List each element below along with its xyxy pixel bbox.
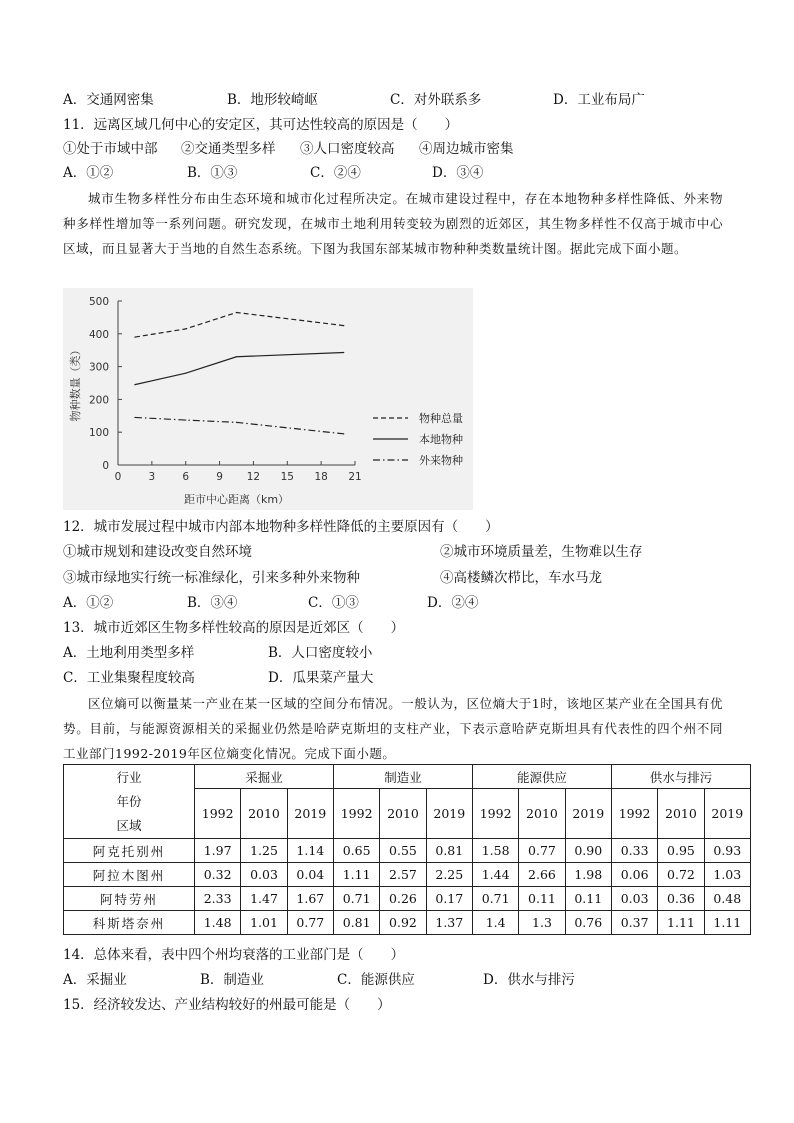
x-tick-label: 15 bbox=[280, 471, 294, 483]
table-row bbox=[64, 887, 751, 911]
value-cell: 2.66 bbox=[519, 863, 565, 887]
table-corner-cell bbox=[64, 765, 195, 839]
q13-option-c: C．工业集聚程度较高 bbox=[63, 670, 195, 686]
value-cell: 0.11 bbox=[519, 887, 565, 911]
q11-item-3: ③人口密度较高 bbox=[300, 141, 395, 157]
x-tick-label: 12 bbox=[246, 471, 261, 483]
passage-location-quotient: 区位熵可以衡量某一产业在某一区域的空间分布情况。一般认为，区位熵大于1时，该地区某产业在全国具有优势。目前，与能源资源相关的采掘业仍然是哈萨克斯坦的支柱产业，下表示意哈萨克斯坦具有代表性的四个州不同工业部门1992-2019年区位熵变化情况。完成下面小题。 bbox=[63, 696, 723, 761]
value-cell: 0.06 bbox=[611, 863, 657, 887]
q12-option-b: B．③④ bbox=[187, 595, 238, 611]
value-cell: 1.44 bbox=[472, 863, 518, 887]
q13-stem: 13．城市近郊区生物多样性较高的原因是近郊区（ ） bbox=[63, 620, 405, 636]
passage-biodiversity: 城市生物多样性分布由生态环境和城市化过程所决定。在城市建设过程中，存在本地物种多样性降低、外来物种多样性增加等一系列问题。研究发现，在城市土地利用转变较为剧烈的近郊区，其生物多样性不仅高于城市中心区域，而且显著大于当地的自然生态系统。下图为我国东部某城市物种种类数量统计图。据此完成下面小题。 bbox=[63, 191, 723, 256]
table-row bbox=[64, 863, 751, 887]
data-point bbox=[343, 352, 344, 353]
location-quotient-table bbox=[63, 764, 751, 935]
region-cell: 科斯塔奈州 bbox=[64, 911, 195, 935]
y-tick-label: 100 bbox=[88, 427, 109, 440]
value-cell: 0.77 bbox=[519, 839, 565, 863]
data-point bbox=[185, 328, 186, 329]
q12-option-a: A．①② bbox=[63, 595, 114, 611]
region-cell: 阿克托别州 bbox=[64, 839, 195, 863]
q12-item-2: ②城市环境质量差，生物难以生存 bbox=[440, 544, 643, 560]
species-chart bbox=[63, 288, 473, 510]
value-cell: 1.58 bbox=[472, 839, 518, 863]
value-cell: 1.47 bbox=[241, 887, 287, 911]
x-tick-label: 6 bbox=[182, 471, 190, 483]
x-tick-label: 9 bbox=[216, 471, 223, 483]
region-cell: 阿拉木图州 bbox=[64, 863, 195, 887]
value-cell: 2.57 bbox=[380, 863, 426, 887]
year-header: 2019 bbox=[287, 789, 333, 839]
q13-option-d: D．瓜果菜产量大 bbox=[268, 670, 374, 686]
sector-header-manufacturing: 制造业 bbox=[333, 765, 472, 789]
value-cell: 1.25 bbox=[241, 839, 287, 863]
q13-option-b: B．人口密度较小 bbox=[268, 645, 373, 661]
value-cell: 0.65 bbox=[333, 839, 379, 863]
value-cell: 0.76 bbox=[565, 911, 611, 935]
corner-label-region: 区域 bbox=[116, 817, 142, 833]
value-cell: 1.48 bbox=[195, 911, 241, 935]
value-cell: 0.04 bbox=[287, 863, 333, 887]
value-cell: 0.03 bbox=[611, 887, 657, 911]
data-point bbox=[134, 384, 135, 385]
q10-option-c: C．对外联系多 bbox=[390, 92, 482, 108]
q13-option-a: A．土地利用类型多样 bbox=[63, 645, 195, 661]
x-tick-label: 18 bbox=[314, 471, 328, 483]
data-point bbox=[134, 417, 135, 418]
q11-item-4: ④周边城市密集 bbox=[419, 141, 514, 157]
year-header: 1992 bbox=[611, 789, 657, 839]
legend-label: 外来物种 bbox=[419, 454, 463, 467]
value-cell: 1.14 bbox=[287, 839, 333, 863]
y-tick-label: 0 bbox=[102, 460, 109, 472]
value-cell: 0.95 bbox=[658, 839, 704, 863]
value-cell: 2.25 bbox=[426, 863, 472, 887]
value-cell: 0.93 bbox=[704, 839, 750, 863]
sector-header-water: 供水与排污 bbox=[611, 765, 750, 789]
q14-stem: 14．总体来看，表中四个州均衰落的工业部门是（ ） bbox=[63, 947, 405, 963]
year-header: 2010 bbox=[241, 789, 287, 839]
value-cell: 0.72 bbox=[658, 863, 704, 887]
q10-option-a: A．交通网密集 bbox=[63, 92, 154, 108]
value-cell: 0.71 bbox=[472, 887, 518, 911]
year-header: 2010 bbox=[380, 789, 426, 839]
q12-stem: 12．城市发展过程中城市内部本地物种多样性降低的主要原因有（ ） bbox=[63, 519, 499, 535]
sector-header-energy: 能源供应 bbox=[472, 765, 611, 789]
y-tick-label: 500 bbox=[88, 296, 109, 308]
year-header: 2019 bbox=[565, 789, 611, 839]
value-cell: 1.01 bbox=[241, 911, 287, 935]
year-header: 1992 bbox=[333, 789, 379, 839]
q14-option-c: C．能源供应 bbox=[337, 972, 415, 988]
q14-option-a: A．采掘业 bbox=[63, 972, 127, 988]
y-tick-label: 300 bbox=[88, 361, 109, 374]
value-cell: 0.17 bbox=[426, 887, 472, 911]
data-point bbox=[236, 356, 237, 357]
value-cell: 0.92 bbox=[380, 911, 426, 935]
value-cell: 0.36 bbox=[658, 887, 704, 911]
value-cell: 1.11 bbox=[658, 911, 704, 935]
value-cell: 0.11 bbox=[565, 887, 611, 911]
value-cell: 0.90 bbox=[565, 839, 611, 863]
x-tick-label: 0 bbox=[114, 471, 122, 483]
value-cell: 1.11 bbox=[704, 911, 750, 935]
q12-item-1: ①城市规划和建设改变自然环境 bbox=[63, 544, 252, 560]
data-point bbox=[134, 336, 135, 337]
q14-option-b: B．制造业 bbox=[200, 972, 264, 988]
data-point bbox=[343, 433, 344, 434]
value-cell: 0.81 bbox=[333, 911, 379, 935]
year-header: 1992 bbox=[472, 789, 518, 839]
q15-stem: 15．经济较发达、产业结构较好的州最可能是（ ） bbox=[63, 997, 391, 1013]
value-cell: 0.81 bbox=[426, 839, 472, 863]
value-cell: 1.67 bbox=[287, 887, 333, 911]
year-header: 1992 bbox=[195, 789, 241, 839]
value-cell: 0.37 bbox=[611, 911, 657, 935]
value-cell: 0.55 bbox=[380, 839, 426, 863]
corner-label-year: 年份 bbox=[116, 793, 142, 809]
q12-item-4: ④高楼鳞次栉比，车水马龙 bbox=[440, 570, 602, 586]
q10-option-d: D．工业布局广 bbox=[553, 92, 645, 108]
q11-option-b: B．①③ bbox=[187, 165, 238, 181]
x-tick-label: 21 bbox=[348, 471, 362, 483]
data-point bbox=[185, 419, 186, 420]
q12-item-3: ③城市绿地实行统一标准绿化，引来多种外来物种 bbox=[63, 570, 360, 586]
legend-label: 物种总量 bbox=[419, 412, 463, 425]
value-cell: 1.37 bbox=[426, 911, 472, 935]
value-cell: 0.26 bbox=[380, 887, 426, 911]
value-cell: 0.71 bbox=[333, 887, 379, 911]
year-header: 2010 bbox=[658, 789, 704, 839]
value-cell: 2.33 bbox=[195, 887, 241, 911]
q12-option-c: C．①③ bbox=[308, 595, 359, 611]
corner-label-sector: 行业 bbox=[116, 769, 142, 785]
y-tick-label: 400 bbox=[88, 328, 109, 341]
value-cell: 1.97 bbox=[195, 839, 241, 863]
year-header: 2019 bbox=[704, 789, 750, 839]
value-cell: 0.33 bbox=[611, 839, 657, 863]
value-cell: 0.03 bbox=[241, 863, 287, 887]
table-row bbox=[64, 911, 751, 935]
value-cell: 0.48 bbox=[704, 887, 750, 911]
year-header: 2019 bbox=[426, 789, 472, 839]
q11-option-c: C．②④ bbox=[310, 165, 361, 181]
value-cell: 1.03 bbox=[704, 863, 750, 887]
legend-label: 本地物种 bbox=[419, 433, 463, 446]
table-row bbox=[64, 839, 751, 863]
value-cell: 1.98 bbox=[565, 863, 611, 887]
data-point bbox=[343, 325, 344, 326]
value-cell: 1.3 bbox=[519, 911, 565, 935]
q12-option-d: D．②④ bbox=[427, 595, 479, 611]
value-cell: 0.32 bbox=[195, 863, 241, 887]
region-cell: 阿特劳州 bbox=[64, 887, 195, 911]
data-point bbox=[185, 373, 186, 374]
x-tick-label: 3 bbox=[148, 471, 156, 483]
value-cell: 1.11 bbox=[333, 863, 379, 887]
q11-option-a: A．①② bbox=[63, 165, 114, 181]
x-axis-label: 距市中心距离（km） bbox=[183, 493, 290, 506]
q11-item-1: ①处于市域中部 bbox=[63, 141, 158, 157]
value-cell: 0.77 bbox=[287, 911, 333, 935]
data-point bbox=[236, 312, 237, 313]
q11-stem: 11．远离区域几何中心的安定区，其可达性较高的原因是（ ） bbox=[63, 117, 459, 133]
y-axis-label: 物种数量（类） bbox=[69, 344, 82, 422]
y-tick-label: 200 bbox=[88, 394, 109, 407]
chart-background bbox=[63, 288, 473, 510]
q10-option-b: B．地形较崎岖 bbox=[227, 92, 318, 108]
q11-option-d: D．③④ bbox=[432, 165, 484, 181]
q11-item-2: ②交通类型多样 bbox=[181, 141, 276, 157]
q14-option-d: D．供水与排污 bbox=[483, 972, 575, 988]
sector-header-mining: 采掘业 bbox=[195, 765, 334, 789]
year-header: 2010 bbox=[519, 789, 565, 839]
data-point bbox=[236, 422, 237, 423]
value-cell: 1.4 bbox=[472, 911, 518, 935]
